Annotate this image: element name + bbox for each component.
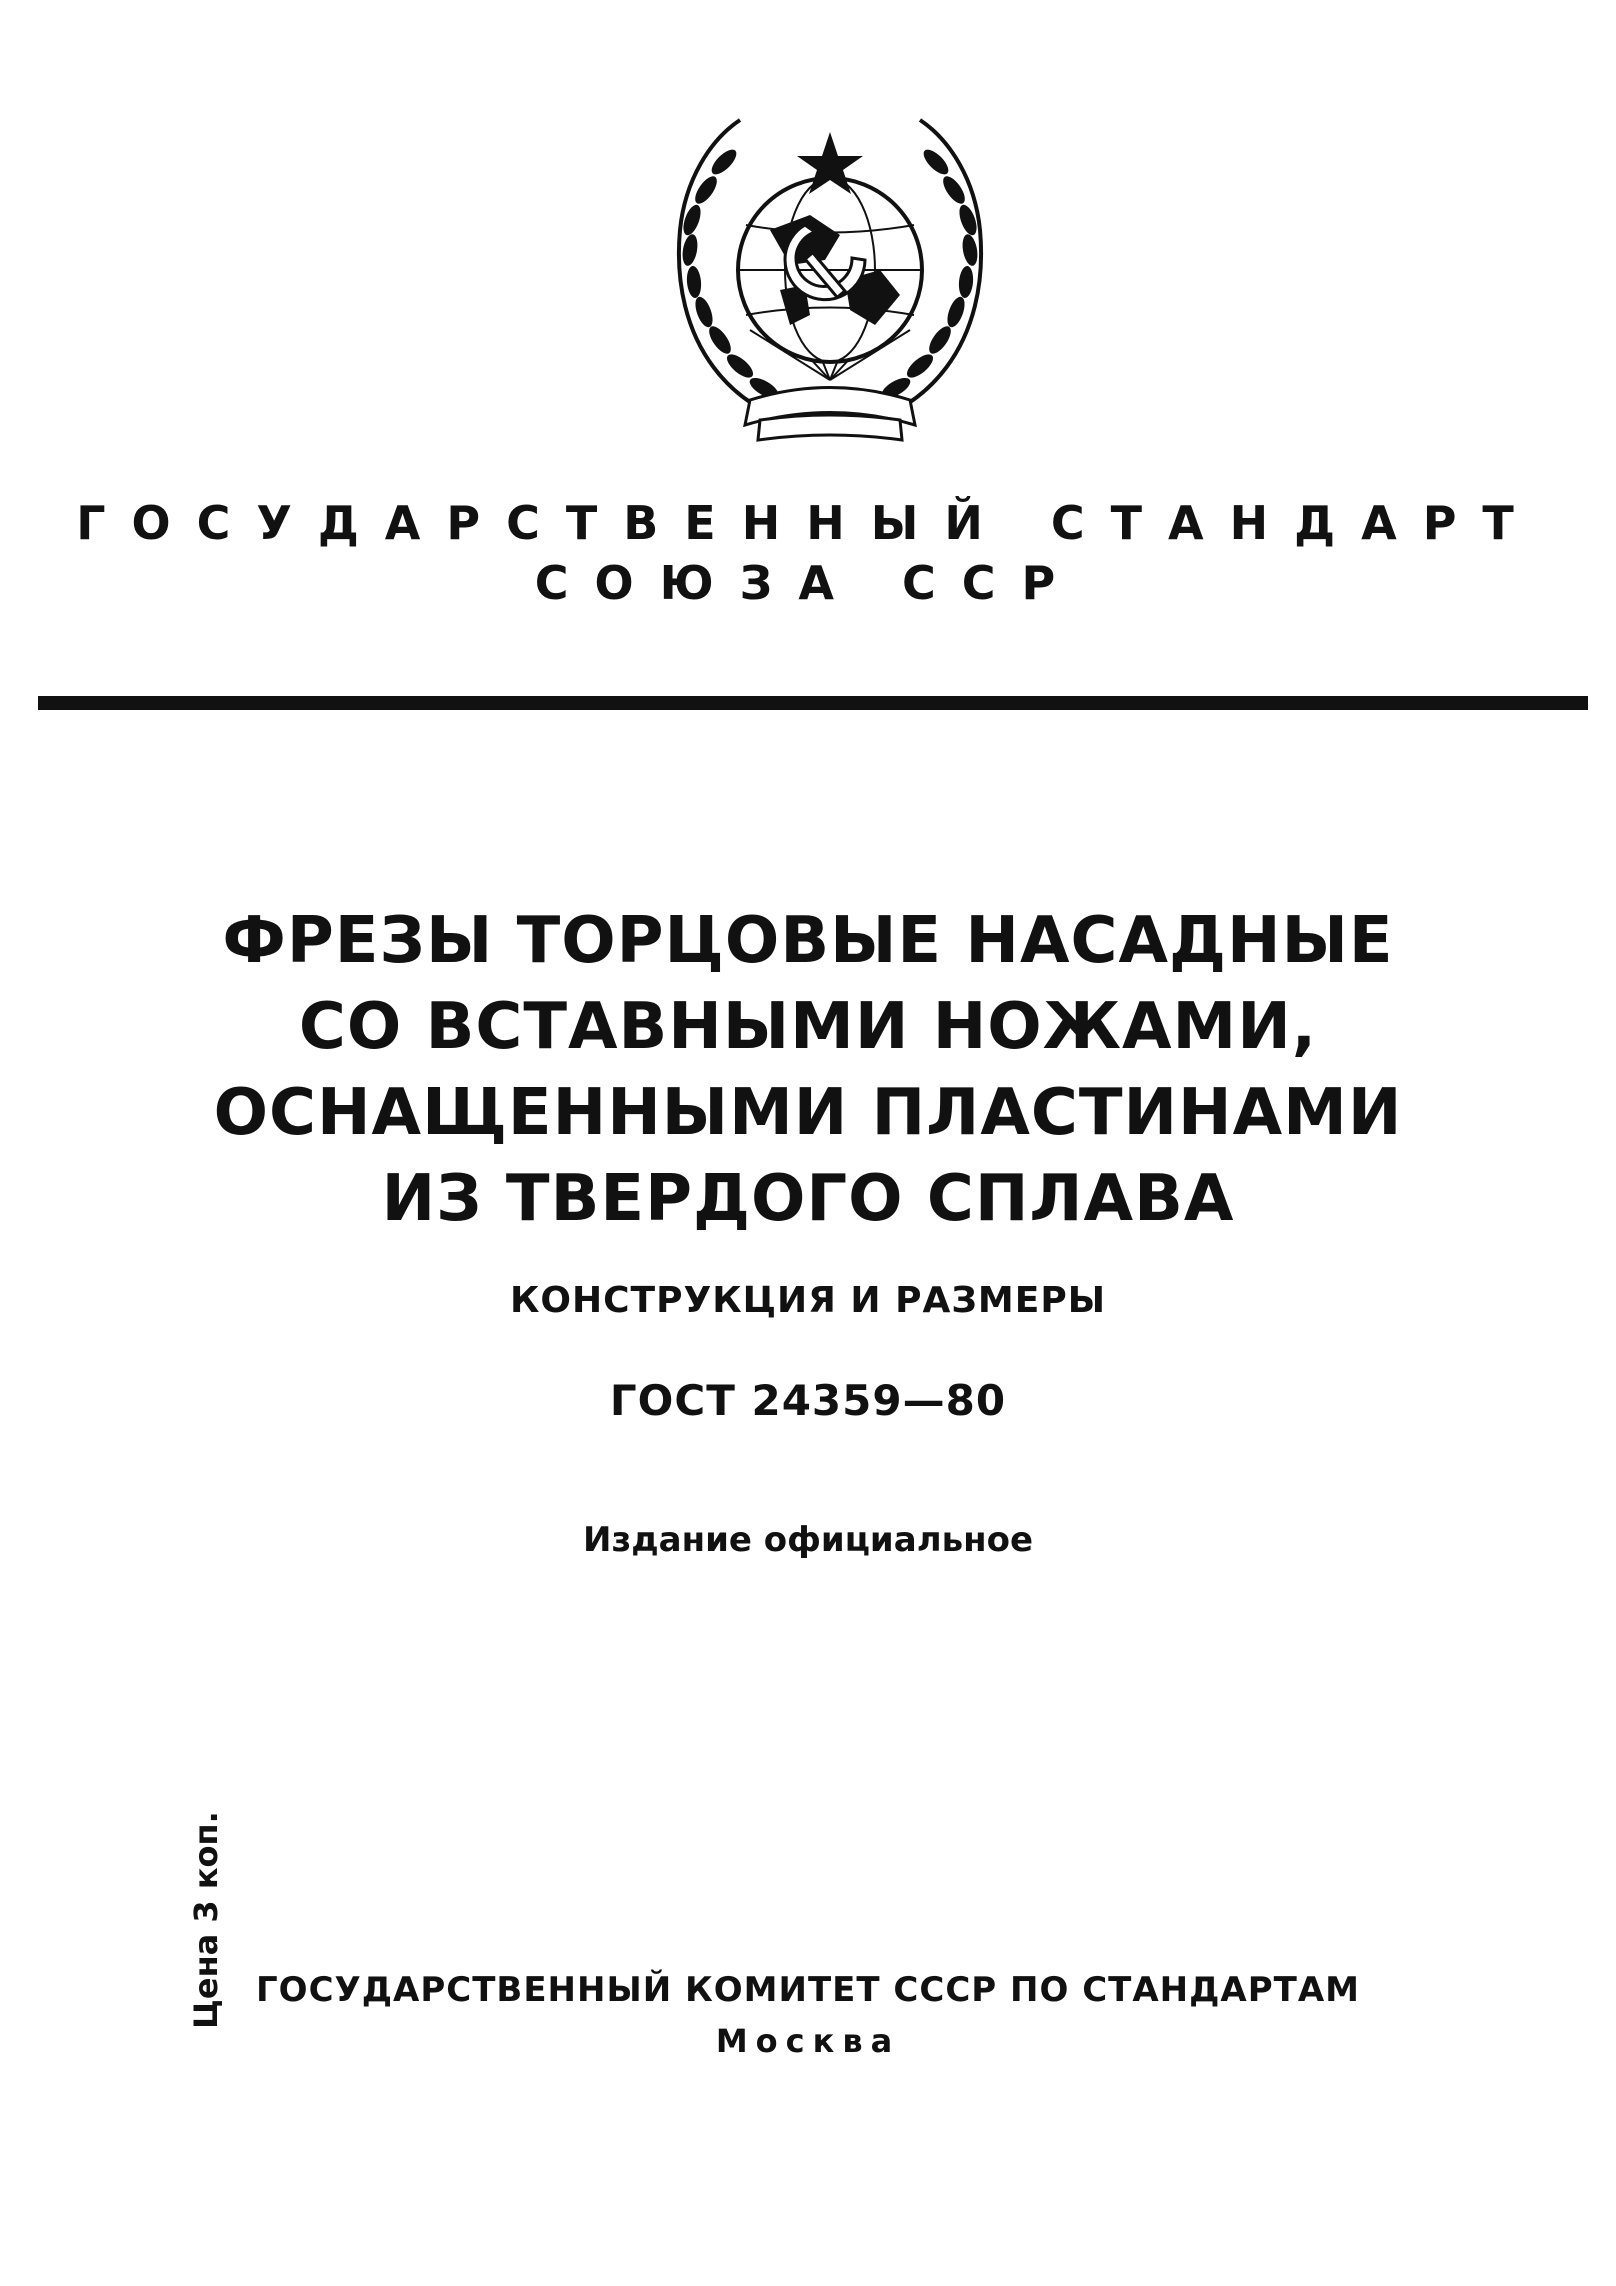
title-line-3: ОСНАЩЕННЫМИ ПЛАСТИНАМИ bbox=[213, 1076, 1403, 1150]
state-emblem-icon bbox=[640, 100, 1020, 460]
title-line-2: СО ВСТАВНЫМИ НОЖАМИ, bbox=[298, 990, 1318, 1064]
price-label: Цена 3 коп. bbox=[187, 1811, 225, 2029]
document-title bbox=[0, 898, 1616, 1242]
publisher-committee: ГОСУДАРСТВЕННЫЙ КОМИТЕТ СССР ПО СТАНДАРТАМ bbox=[256, 1970, 1360, 2010]
header-divider bbox=[38, 696, 1588, 710]
edition-note: Издание официальное bbox=[582, 1520, 1034, 1560]
standard-number: ГОСТ 24359—80 bbox=[609, 1376, 1007, 1425]
title-line-4: ИЗ ТВЕРДОГО СПЛАВА bbox=[381, 1162, 1235, 1236]
state-standard-header: ГОСУДАРСТВЕННЫЙ СТАНДАРТ bbox=[76, 496, 1540, 550]
title-line-1: ФРЕЗЫ ТОРЦОВЫЕ НАСАДНЫЕ bbox=[222, 904, 1394, 978]
publisher-city: Москва bbox=[715, 2022, 901, 2060]
ussr-header: СОЮЗА ССР bbox=[534, 556, 1082, 610]
document-subtitle: КОНСТРУКЦИЯ И РАЗМЕРЫ bbox=[509, 1280, 1107, 1321]
